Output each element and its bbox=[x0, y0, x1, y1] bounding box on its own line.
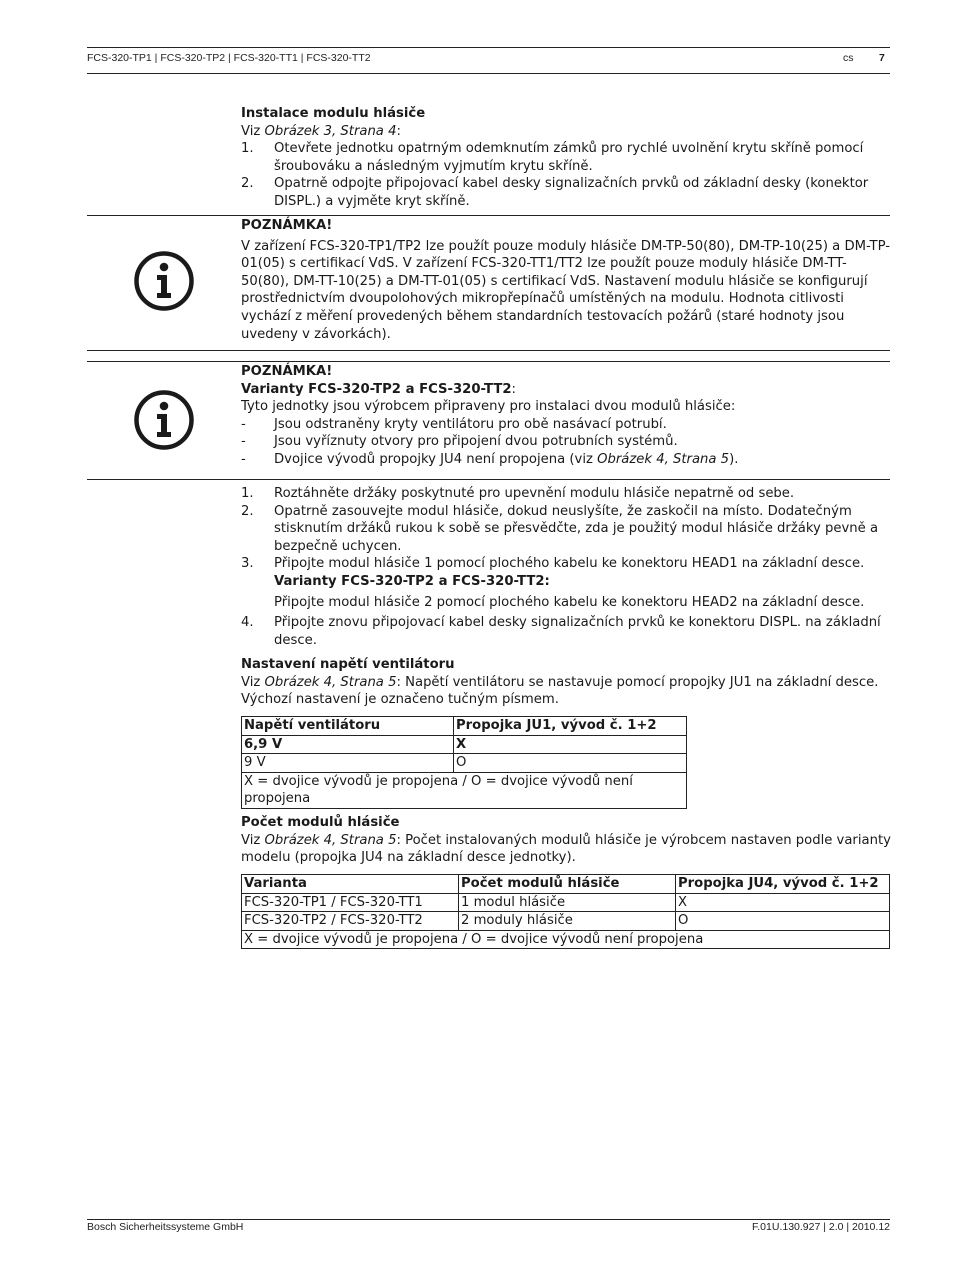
modules-title: Počet modulů hlásiče bbox=[241, 815, 400, 830]
table-cell: 9 V bbox=[242, 754, 454, 773]
table-cell: O bbox=[676, 912, 890, 931]
table-row bbox=[242, 717, 687, 736]
fan-table bbox=[241, 716, 687, 809]
install-step-2: 2. Opatrně odpojte připojovací kabel desky signalizačních prvků od základní desky (konektor DISPL.) a vyjměte kryt skříně. bbox=[241, 176, 869, 209]
table-cell: FCS-320-TP1 / FCS-320-TT1 bbox=[242, 893, 459, 912]
table-footnote: X = dvojice vývodů je propojena / O = dvojice vývodů není propojena bbox=[242, 930, 890, 949]
install-title: Instalace modulu hlásiče bbox=[241, 106, 426, 121]
mount-steps bbox=[241, 485, 891, 649]
note1-top-rule bbox=[87, 215, 890, 216]
table-row bbox=[242, 912, 890, 931]
note2-title: POZNÁMKA! bbox=[241, 364, 333, 379]
table-header: Propojka JU1, vývod č. 1+2 bbox=[454, 717, 687, 736]
mount-step-1: 1. Roztáhněte držáky poskytnuté pro upevnění modulu hlásiče nepatrně od sebe. bbox=[241, 486, 795, 501]
header-bottom-rule bbox=[87, 73, 890, 74]
note2-subtitle: Varianty FCS-320-TP2 a FCS-320-TT2: bbox=[241, 381, 516, 397]
footer-company: Bosch Sicherheitssysteme GmbH bbox=[87, 1221, 244, 1233]
table-row bbox=[242, 735, 687, 754]
note2-item: - Dvojice vývodů propojky JU4 není propojena (viz Obrázek 4, Strana 5). bbox=[241, 451, 739, 467]
fan-section bbox=[241, 656, 891, 709]
install-step-1: 1. Otevřete jednotku opatrným odemknutím zámků pro rychlé uvolnění krytu skříně pomocí šroubováku a následným vyjmutím krytu skříně. bbox=[241, 141, 864, 174]
modules-text: Viz Obrázek 4, Strana 5: Počet instalovaných modulů hlásiče je výrobcem nastaven podle varianty modelu (propojka JU4 na základní desce jednotky). bbox=[241, 832, 891, 866]
table-cell: 6,9 V bbox=[242, 735, 454, 754]
table-header: Propojka JU4, vývod č. 1+2 bbox=[676, 875, 890, 894]
install-ref: Viz Obrázek 3, Strana 4: bbox=[241, 123, 401, 139]
note1-body bbox=[241, 217, 891, 343]
fan-text: Viz Obrázek 4, Strana 5: Napětí ventilátoru se nastavuje pomocí propojky JU1 na základní desce. Výchozí nastavení je označeno tučným písmem. bbox=[241, 674, 879, 708]
note2-intro: Tyto jednotky jsou výrobcem připraveny pro instalaci dvou modulů hlásiče: bbox=[241, 399, 736, 415]
table-header: Napětí ventilátoru bbox=[242, 717, 454, 736]
footer-rule bbox=[87, 1219, 890, 1220]
note2-body bbox=[241, 363, 891, 469]
note1-bottom-rule bbox=[87, 350, 890, 351]
modules-table bbox=[241, 874, 890, 949]
table-row bbox=[242, 754, 687, 773]
note2-item: - Jsou odstraněny kryty ventilátoru pro obě nasávací potrubí. bbox=[241, 416, 667, 432]
mount-step-3: 3. Připojte modul hlásiče 1 pomocí plochého kabelu ke konektoru HEAD1 na základní desce. Varianty FCS-320-TP2 a FCS-320-TT2: Připojte modul hlásiče 2 pomocí plochého kabelu ke konektoru HEAD2 na základní desce. bbox=[241, 556, 865, 610]
table-footnote: X = dvojice vývodů je propojena / O = dvojice vývodů není propojena bbox=[242, 772, 687, 808]
note1-title: POZNÁMKA! bbox=[241, 218, 333, 233]
note2-bottom-rule bbox=[87, 479, 890, 480]
footer-docref: F.01U.130.927 | 2.0 | 2010.12 bbox=[752, 1221, 890, 1233]
table-row bbox=[242, 772, 687, 808]
header-top-rule bbox=[87, 47, 890, 48]
table-header: Varianta bbox=[242, 875, 459, 894]
table-cell: FCS-320-TP2 / FCS-320-TT2 bbox=[242, 912, 459, 931]
table-header: Počet modulů hlásiče bbox=[459, 875, 676, 894]
header-page-number: 7 bbox=[879, 52, 885, 64]
header-lang: cs bbox=[843, 52, 854, 64]
table-cell: X bbox=[676, 893, 890, 912]
table-cell: 2 moduly hlásiče bbox=[459, 912, 676, 931]
table-row bbox=[242, 930, 890, 949]
note1-text: V zařízení FCS-320-TP1/TP2 lze použít pouze moduly hlásiče DM-TP-50(80), DM-TP-10(25) a DM-TP-01(05) s certifikací VdS. V zařízení FCS-320-TT1/TT2 lze použít pouze moduly hlásiče DM-TT-50(80), DM-TT-10(25) a DM-TT-01(05) s certifikací VdS. Nastavení modulu hlásiče se konfigurují prostřednictvím dvoupolohových mikropřepínačů umístěných na modulu. Hodnota citlivosti vychází z měření provedených během standardních testovacích požárů (staré hodnoty jsou uvedeny v závorkách). bbox=[241, 238, 891, 342]
table-row bbox=[242, 875, 890, 894]
mount-step-2: 2. Opatrně zasouvejte modul hlásiče, dokud neuslyšíte, že zaskočil na místo. Dodatečným stisknutím držáků rukou k sobě se přesvědčte, zda je použitý modul hlásiče držáky pevně a bezpečně uchycen. bbox=[241, 503, 879, 554]
table-cell: X bbox=[454, 735, 687, 754]
note2-top-rule bbox=[87, 361, 890, 362]
table-row bbox=[242, 893, 890, 912]
table-cell: O bbox=[454, 754, 687, 773]
info-icon bbox=[133, 389, 195, 451]
note2-item: - Jsou vyříznuty otvory pro připojení dvou potrubních systémů. bbox=[241, 434, 678, 450]
modules-section bbox=[241, 814, 891, 867]
info-icon bbox=[133, 250, 195, 312]
header-models: FCS-320-TP1 | FCS-320-TP2 | FCS-320-TT1 | FCS-320-TT2 bbox=[87, 52, 371, 64]
mount-step-4: 4. Připojte znovu připojovací kabel desky signalizačních prvků ke konektoru DISPL. na základní desce. bbox=[241, 615, 881, 648]
fan-title: Nastavení napětí ventilátoru bbox=[241, 657, 455, 672]
install-section bbox=[241, 105, 891, 211]
table-cell: 1 modul hlásiče bbox=[459, 893, 676, 912]
